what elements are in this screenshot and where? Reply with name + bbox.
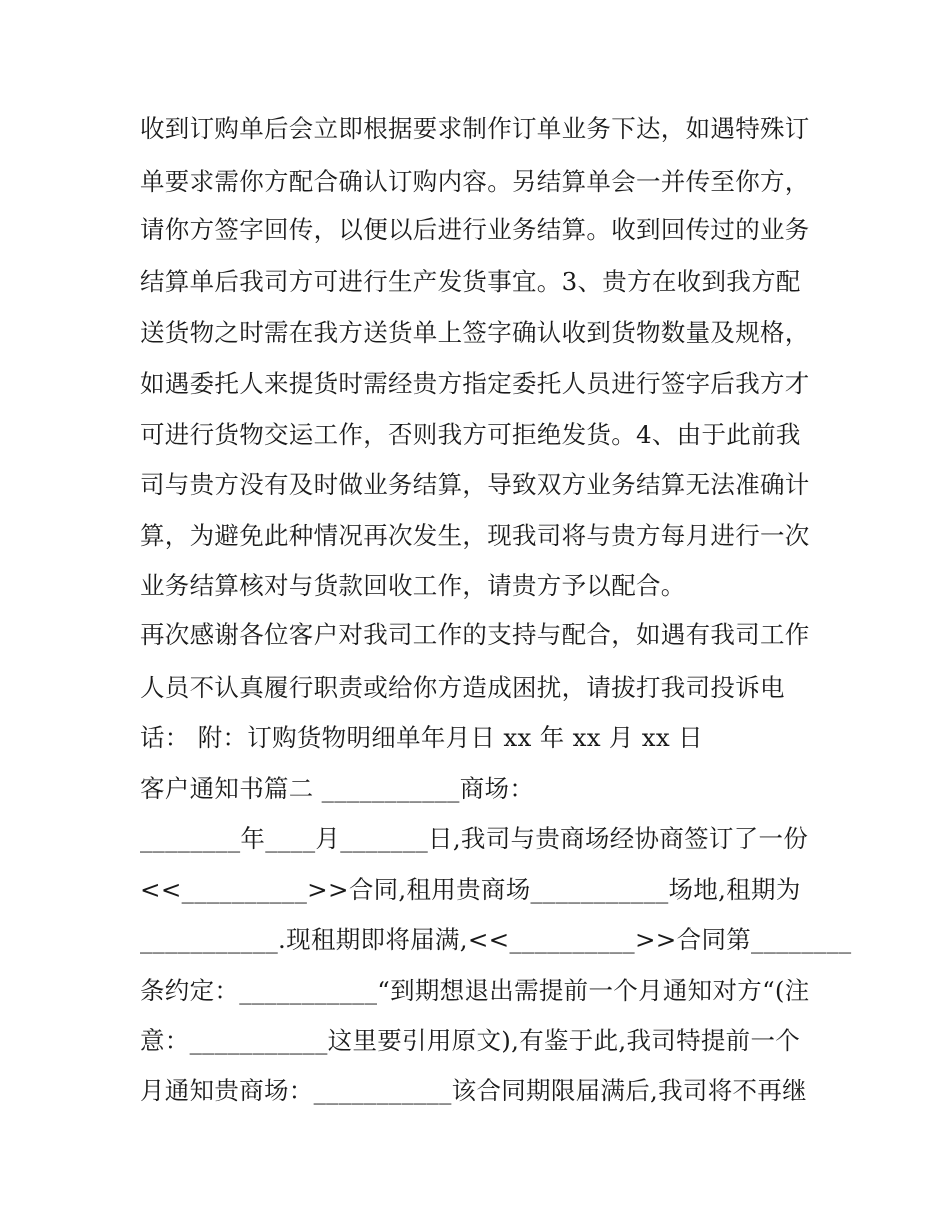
text-line: 算，为避免此种情况再次发生，现我司将与贵方每月进行一次 [140,521,810,550]
text-line: 意：___________这里要引用原文),有鉴于此,我司特提前一个 [140,1026,801,1055]
text-line: 司与贵方没有及时做业务结算，导致双方业务结算无法准确计 [140,470,810,499]
text-line: 结算单后我司方可进行生产发货事宜。3、贵方在收到我方配 [140,267,801,296]
text-line: <<__________>>合同,租用贵商场___________场地,租期为 [140,875,801,904]
text-line: 业务结算核对与货款回收工作，请贵方予以配合。 [140,571,686,600]
text-line: 收到订购单后会立即根据要求制作订单业务下达，如遇特殊订 [140,114,810,143]
text-line: 如遇委托人来提货时需经贵方指定委托人员进行签字后我方才 [140,369,810,398]
text-line: 可进行货物交运工作，否则我方可拒绝发货。4、由于此前我 [140,420,801,449]
text-line: 请你方签字回传，以便以后进行业务结算。收到回传过的业务 [140,215,810,244]
text-line: 月通知贵商场：___________该合同期限届满后,我司将不再继 [140,1076,807,1105]
section-heading: 客户通知书篇二 ___________商场： [140,774,535,803]
text-line: ___________.现租期即将届满,<<__________>>合同第________ [140,925,852,954]
text-line: 人员不认真履行职责或给你方造成困扰，请拔打我司投诉电 [140,673,785,702]
text-line: 送货物之时需在我方送货单上签字确认收到货物数量及规格， [140,318,810,347]
text-line: 条约定：___________“到期想退出需提前一个月通知对方“(注 [140,976,810,1005]
text-line: ________年____月_______日,我司与贵商场经协商签订了一份 [140,824,809,853]
text-line: 单要求需你方配合确认订购内容。另结算单会一并传至你方， [140,167,810,196]
text-line: 话： 附：订购货物明细单年月日 xx 年 xx 月 xx 日 [140,723,703,752]
text-line: 再次感谢各位客户对我司工作的支持与配合，如遇有我司工作 [140,620,810,649]
